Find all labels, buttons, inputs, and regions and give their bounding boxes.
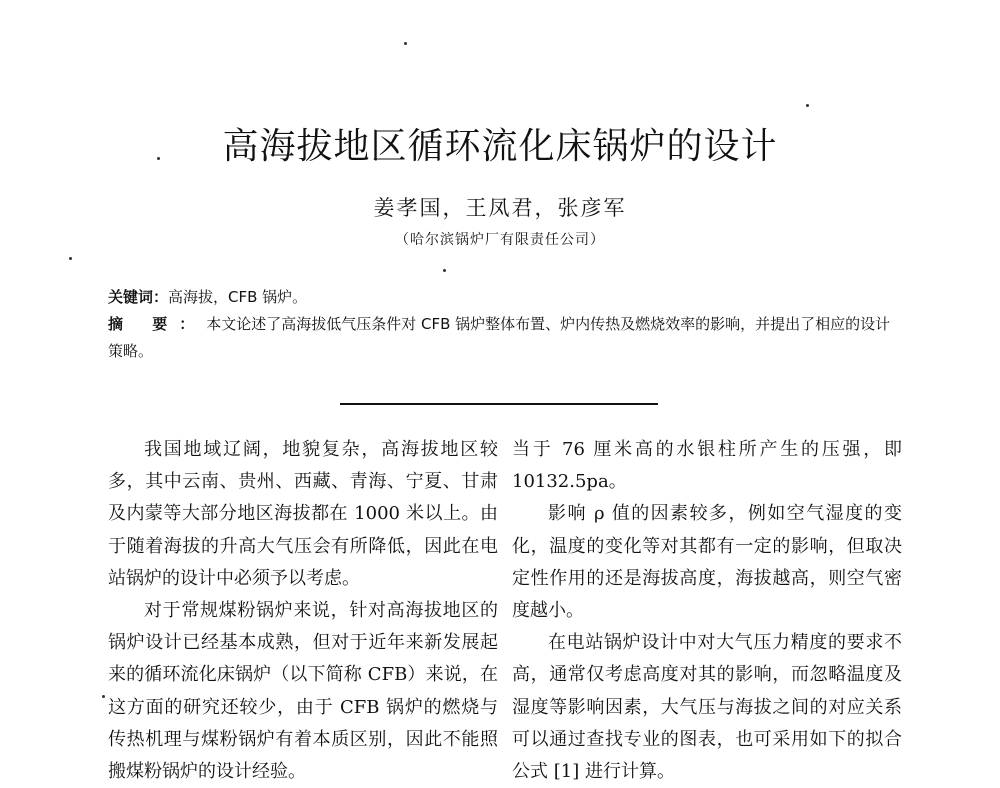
paper-title: 高海拔地区循环流化床锅炉的设计 bbox=[222, 126, 778, 167]
body-paragraph: 影响 ρ 值的因素较多，例如空气湿度的变化，温度的变化等对其都有一定的影响，但取决定性作用的还是海拔高度，海拔越高，则空气密度越小。 bbox=[512, 503, 902, 622]
body-column-right bbox=[512, 434, 902, 788]
keywords-text: 高海拔，CFB 锅炉。 bbox=[168, 288, 308, 306]
scan-speck bbox=[404, 42, 407, 45]
body-paragraph: 对于常规煤粉锅炉来说，针对高海拔地区的锅炉设计已经基本成熟，但对于近年来新发展起来的循环流化床锅炉（以下简称 CFB）来说，在这方面的研究还较少，由于 CFB 锅炉的燃烧与传热机理与煤粉锅炉有着本质区别，因此不能照搬煤粉锅炉的设计经验。 bbox=[108, 600, 498, 783]
body-paragraph: 我国地域辽阔，地貌复杂，高海拔地区较多，其中云南、贵州、西藏、青海、宁夏、甘肃及内蒙等大部分地区海拔都在 1000 米以上。由于随着海拔的升高大气压会有所降低，因此在电站锅炉的设计中必须予以考虑。 bbox=[108, 439, 499, 589]
scan-speck bbox=[443, 269, 446, 272]
keywords-line bbox=[108, 284, 898, 311]
scan-speck bbox=[69, 257, 72, 260]
body-paragraph: 在电站锅炉设计中对大气压力精度的要求不高，通常仅考虑高度对其的影响，而忽略温度及湿度等影响因素，大气压与海拔之间的对应关系可以通过查找专业的图表，也可采用如下的拟合公式 [1] 进行计算。 bbox=[512, 632, 902, 783]
keywords-label: 关键词： bbox=[108, 288, 169, 306]
body-column-left bbox=[108, 434, 498, 788]
paper-affiliation: （哈尔滨锅炉厂有限责任公司） bbox=[395, 232, 605, 248]
paper-authors: 姜孝国，王凤君，张彦军 bbox=[373, 196, 627, 220]
abstract-text: 本文论述了高海拔低气压条件对 CFB 锅炉整体布置、炉内传热及燃烧效率的影响，并提出了相应的设计策略。 bbox=[108, 315, 891, 360]
abstract-label: 摘 要： bbox=[108, 315, 207, 333]
section-divider bbox=[340, 403, 658, 405]
scan-speck bbox=[806, 104, 809, 107]
scan-speck bbox=[102, 695, 105, 698]
body-paragraph: 当于 76 厘米高的水银柱所产生的压强，即 10132.5pa。 bbox=[512, 439, 902, 493]
abstract-block bbox=[108, 311, 898, 365]
